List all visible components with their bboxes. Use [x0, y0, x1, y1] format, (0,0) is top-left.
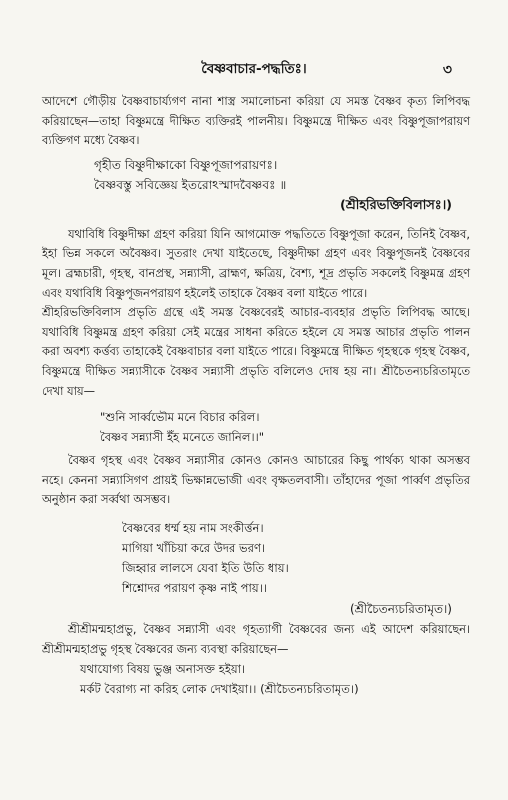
verse-line-text: মর্কট বৈরাগ্য না করিহ লোক দেখাইয়া।। — [80, 682, 257, 697]
verse-line: "শুনি সার্ব্বভৌম মনে বিচার করিল। — [100, 410, 260, 425]
page-body — [42, 92, 470, 699]
paragraph-5: শ্রীশ্রীমন্মহাপ্রভু, বৈষ্ণব সন্ন্যাসী এবং গৃহত্যাগী বৈষ্ণবের জন্য এই আদেশ করিয়াছেন। শ্রীশ্রীমন্মহাপ্রভু গৃহস্থ বৈষ্ণবের জন্য ব্যবস্থা করিয়াছেন— — [42, 621, 470, 656]
verse-line: বৈষ্ণব সন্ন্যাসী ইঁহ মনেতে জানিল।।" — [100, 430, 265, 445]
paragraph-2: যথাবিধি বিষ্ণুদীক্ষা গ্রহণ করিয়া যিনি আগমোক্ত পদ্ধতিতে বিষ্ণুপূজা করেন, তিনিই বৈষ্ণব, ইহা ভিন্ন সকলে অবৈষ্ণব। সুতরাং দেখা যাইতেছে, বিষ্ণুদীক্ষা গ্রহণ এবং বিষ্ণুপূজনই বৈষ্ণবের মূল। ব্রহ্মচারী, গৃহস্থ, বানপ্রস্থ, সন্ন্যাসী, ব্রাহ্মণ, ক্ষত্রিয়, বৈশ্য, শূদ্র প্রভৃতি সকলেই বিষ্ণুমন্ত্র গ্রহণ এবং যথাবিধি বিষ্ণুপূজনপরায়ণ হইলেই তাহাকে বৈষ্ণব বলা যাইতে পারে। — [42, 226, 470, 300]
source-reference-1: (শ্রীহরিভক্তিবিলাসঃ।) — [340, 197, 452, 213]
sloka-line-1: গৃহীত বিষ্ণুদীক্ষাকো বিষ্ণুপূজাপরায়ণঃ। — [94, 157, 278, 172]
verse-line: শিশ্নোদর পরায়ণ কৃষ্ণ নাই পায়।। — [122, 580, 268, 595]
verse-line: মাগিয়া খাঁচিয়া করে উদর ভরণ। — [122, 540, 266, 555]
paragraph-3: শ্রীহরিভক্তিবিলাস প্রভৃতি গ্রন্থে এই সমস্ত বৈষ্ণবেরই আচার-ব্যবহার প্রভৃতি লিপিবদ্ধ আছে। যথাবিধি বিষ্ণুমন্ত্র গ্রহণ করিয়া সেই মন্ত্রের সাধনা করিতে হইলে যে সমস্ত আচার প্রভৃতি পালন করা অবশ্য কর্ত্তব্য তাহাকেই বৈষ্ণবাচার বলা যাইতে পারে। বিষ্ণুমন্ত্রে দীক্ষিত গৃহস্থকে গৃহস্থ বৈষ্ণব, বিষ্ণুমন্ত্রে দীক্ষিত সন্ন্যাসীকে বৈষ্ণব সন্ন্যাসী প্রভৃতি বলিলেও দোষ হয় না। শ্রীচৈতন্যচরিতামৃতে দেখা যায়— — [42, 305, 470, 398]
running-title: বৈষ্ণবাচার-পদ্ধতিঃ। — [201, 61, 307, 77]
paragraph-4: বৈষ্ণব গৃহস্থ এবং বৈষ্ণব সন্ন্যাসীর কোনও কোনও আচারের কিছু পার্থক্য থাকা অসম্ভব নহে। কেননা সন্ন্যাসিগণ প্রায়ই ভিক্ষান্নভোজী এবং বৃক্ষতলবাসী। তাঁহাদের পূজা পার্ব্বণ প্রভৃতির অনুষ্ঠান করা সর্ব্বথা অসম্ভব। — [42, 453, 470, 507]
source-reference-2: (শ্রীচৈতন্যচরিতামৃত।) — [350, 601, 452, 616]
verse-block-3 — [42, 659, 470, 699]
page-number: ৩ — [442, 62, 452, 78]
verse-line: যথাযোগ্য বিষয় ভুঞ্জ অনাসক্ত হইয়া। — [80, 662, 246, 677]
verse-line: জিহ্বার লালসে যেবা ইতি উতি ধায়। — [122, 560, 289, 575]
verse-line — [80, 679, 470, 699]
page-header — [0, 58, 508, 80]
verse-line: বৈষ্ণবের ধর্ম্ম হয় নাম সংকীর্ত্তন। — [122, 520, 264, 535]
verse-block-1 — [42, 407, 470, 447]
sloka-line-2: বৈষ্ণবস্তু সবিজ্ঞেয় ইতরোঽস্মাদবৈষ্ণবঃ ॥ — [94, 177, 287, 192]
sloka-block — [42, 155, 470, 195]
source-reference-3: (শ্রীচৈতন্যচরিতামৃত।) — [260, 682, 359, 697]
paragraph-1: আদেশে গৌড়ীয় বৈষ্ণবাচার্য্যগণ নানা শাস্ত্র সমালোচনা করিয়া যে সমস্ত বৈষ্ণব কৃত্য লিপিবদ্ধ করিয়াছেন—তাহা বিষ্ণুমন্ত্রে দীক্ষিত ব্যক্তিরই পালনীয়। বিষ্ণুমন্ত্রে দীক্ষিত এবং বিষ্ণুপূজাপরায়ণ ব্যক্তিগণ মধ্যে বৈষ্ণব। — [42, 94, 470, 148]
verse-block-2 — [42, 518, 470, 598]
